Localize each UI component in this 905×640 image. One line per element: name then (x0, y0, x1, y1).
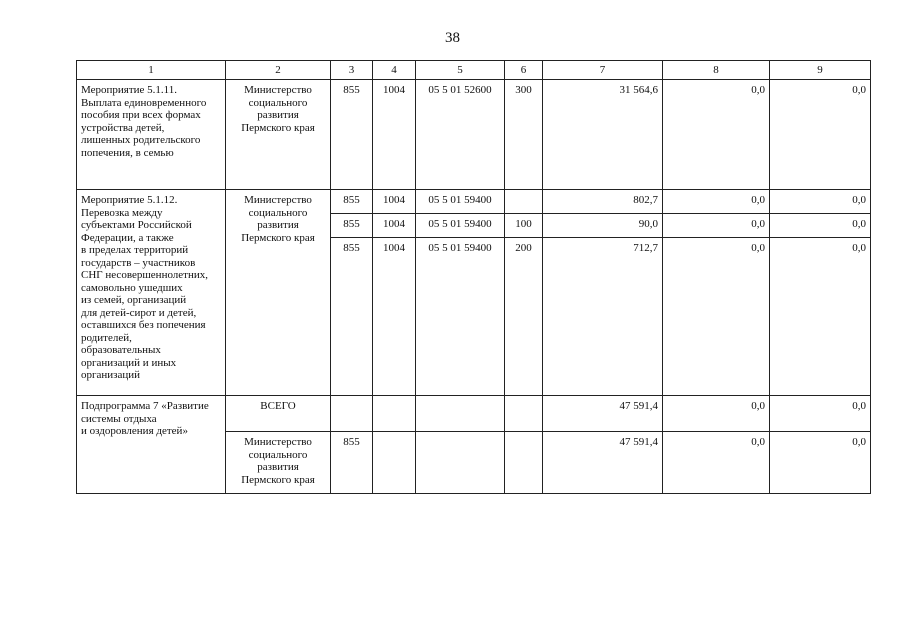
cell-col-7: 47 591,4 (543, 432, 663, 494)
header-col-8: 8 (663, 61, 770, 80)
cell-col-7: 47 591,4 (543, 396, 663, 432)
cell-col-4: 1004 (373, 214, 416, 238)
cell-col-6: 100 (505, 214, 543, 238)
cell-col-9: 0,0 (770, 80, 871, 190)
table-row (77, 396, 871, 432)
cell-col-5 (416, 432, 505, 494)
page-number: 38 (445, 30, 460, 46)
cell-col-9: 0,0 (770, 432, 871, 494)
cell-col-3: 855 (331, 432, 373, 494)
header-col-9: 9 (770, 61, 871, 80)
executor: Министерство социального развития Пермского края (226, 190, 331, 396)
cell-col-6 (505, 396, 543, 432)
subprogram-name: Подпрограмма 7 «Развитие системы отдыха и оздоровления детей» (77, 396, 226, 494)
header-row (77, 61, 871, 80)
executor: Министерство социального развития Пермского края (226, 432, 331, 494)
header-col-3: 3 (331, 61, 373, 80)
cell-col-5 (416, 396, 505, 432)
cell-col-7: 31 564,6 (543, 80, 663, 190)
table-row (77, 80, 871, 190)
cell-col-8: 0,0 (663, 214, 770, 238)
cell-col-3: 855 (331, 238, 373, 396)
cell-col-3: 855 (331, 80, 373, 190)
cell-col-9: 0,0 (770, 396, 871, 432)
cell-col-9: 0,0 (770, 190, 871, 214)
cell-col-8: 0,0 (663, 396, 770, 432)
cell-col-4: 1004 (373, 238, 416, 396)
cell-col-8: 0,0 (663, 432, 770, 494)
cell-col-7: 802,7 (543, 190, 663, 214)
activity-name: Мероприятие 5.1.12. Перевозка между субъектами Российской Федерации, а также в пределах территорий государств – участников СНГ несовершеннолетних, самовольно ушедших из семей, организаций для детей-сирот и детей, оставшихся без попечения родителей, образовательных организаций и иных организаций (77, 190, 226, 396)
cell-col-4: 1004 (373, 80, 416, 190)
cell-col-6: 200 (505, 238, 543, 396)
cell-col-8: 0,0 (663, 238, 770, 396)
cell-col-7: 712,7 (543, 238, 663, 396)
budget-table (76, 60, 871, 494)
cell-col-5: 05 5 01 59400 (416, 214, 505, 238)
total-label: ВСЕГО (226, 396, 331, 432)
header-col-4: 4 (373, 61, 416, 80)
cell-col-3: 855 (331, 214, 373, 238)
header-col-2: 2 (226, 61, 331, 80)
cell-col-3 (331, 396, 373, 432)
cell-col-7: 90,0 (543, 214, 663, 238)
cell-col-8: 0,0 (663, 80, 770, 190)
cell-col-6 (505, 190, 543, 214)
cell-col-5: 05 5 01 52600 (416, 80, 505, 190)
header-col-5: 5 (416, 61, 505, 80)
cell-col-5: 05 5 01 59400 (416, 238, 505, 396)
table-row (77, 190, 871, 214)
header-col-1: 1 (77, 61, 226, 80)
cell-col-6: 300 (505, 80, 543, 190)
executor: Министерство социального развития Пермского края (226, 80, 331, 190)
cell-col-4: 1004 (373, 190, 416, 214)
cell-col-4 (373, 432, 416, 494)
cell-col-6 (505, 432, 543, 494)
header-col-7: 7 (543, 61, 663, 80)
cell-col-4 (373, 396, 416, 432)
activity-name: Мероприятие 5.1.11. Выплата единовременного пособия при всех формах устройства детей, лишенных родительского попечения, в семью (77, 80, 226, 190)
cell-col-9: 0,0 (770, 238, 871, 396)
cell-col-3: 855 (331, 190, 373, 214)
cell-col-8: 0,0 (663, 190, 770, 214)
cell-col-9: 0,0 (770, 214, 871, 238)
header-col-6: 6 (505, 61, 543, 80)
cell-col-5: 05 5 01 59400 (416, 190, 505, 214)
